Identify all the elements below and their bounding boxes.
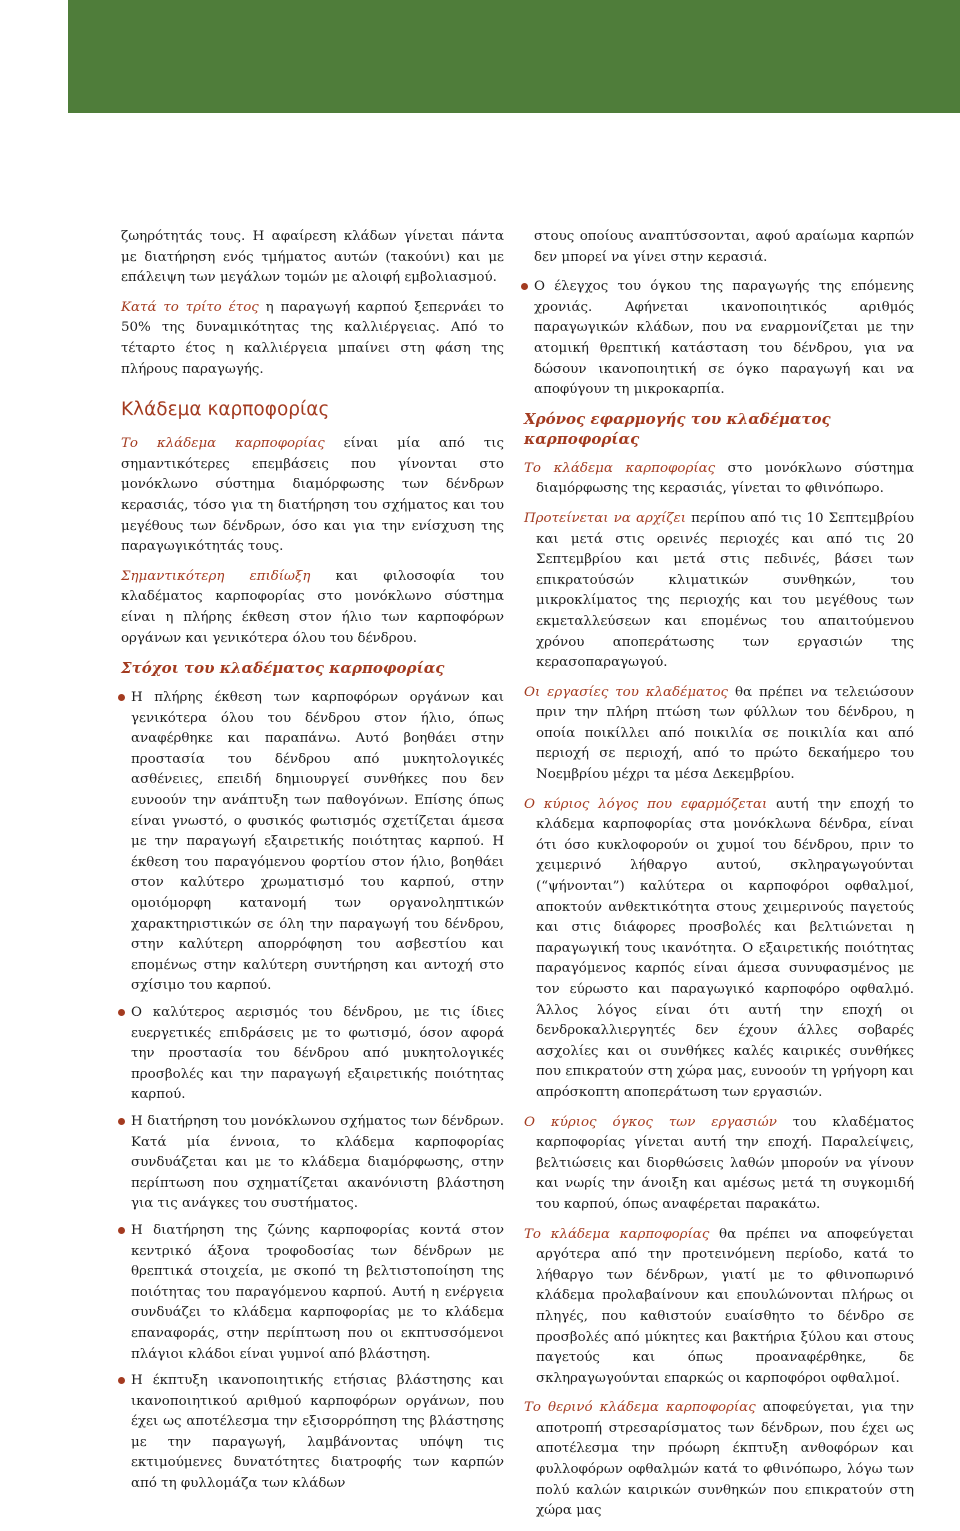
paragraph (524, 1225, 914, 1390)
lead-phrase: Σημαντικότερη επιδίωξη (121, 568, 311, 584)
lead-phrase: Το κλάδεμα καρποφορίας (524, 460, 716, 476)
paragraph: ζωηρότητάς τους. Η αφαίρεση κλάδων γίνεται πάντα με διατήρηση ενός τμήματος αυτών (τακούνι) και με επάλειψη των μεγάλων τομών με αλοιφή εμβολιασμού. (121, 229, 504, 286)
bullet-item: Η πλήρης έκθεση των καρποφόρων οργάνων και γενικότερα όλου του δένδρου στον ήλιο, όπως αναφέρθηκε και παραπάνω. Αυτό βοηθάει στην προστασία του δένδρου από μυκητολογικές ασθένειες, επειδή δημιουργεί συνθήκες που δεν ευνοούν την ανάπτυξη των παθογόνων. Επίσης όπως είναι γνωστό, ο φυσικός φωτισμός σχετίζεται άμεσα με την παραγωγή εξαιρετικής ποιότητας καρπού. Η έκθεση του παραγόμενου φορτίου στον ήλιο, βοηθάει στον καλύτερο χρωματισμό του καρπού, στην ομοιόμορφη κατανομή των οργανοληπτικών χαρακτηριστικών σε όλη την παραγωγή του δένδρου, στην καλύτερη απορρόφηση του ασβεστίου και επομένως στην καλύτερη συντήρηση και αντοχή στο σχίσιμο του καρπού. (121, 688, 504, 997)
bullet-item: Ο καλύτερος αερισμός του δένδρου, με τις ίδιες ευεργετικές επιδράσεις με το φωτισμό, όσον αφορά την προστασία του δένδρου από μυκητολογικές προσβολές και την παραγωγή εξαιρετικής ποιότητας καρπού. (121, 1003, 504, 1106)
left-column (121, 227, 504, 1501)
paragraph (524, 1398, 914, 1522)
paragraph-text: αυτή την εποχή το κλάδεμα καρποφορίας στα μονόκλωνα δένδρα, είναι ότι όσο κυκλοφορούν οι χυμοί του δένδρου, πριν το χειμερινό λήθαργο αυτού, σκληραγωγούνται (“ψήνονται”) καλύτερα οι καρποφόροι οφθαλμοί, αποκτούν ανθεκτικότητα στους χειμερινούς παγετούς και στις διάφορες προσβολές και βελτιώνεται η παραγωγική τους ικανότητα. Ο εξαιρετικής ποιότητας παραγόμενος καρπός είναι άμεσα συνυφασμένος με τον εύρωστο και παραγωγικό καρποφόρο οφθαλμό. Άλλος λόγος είναι ότι αυτή την εποχή οι δενδροκαλλιεργητές δεν έχουν άλλες σοβαρές ασχολίες και οι συνθήκες καλές καιρικές συνθήκες που επικρατούν στη χώρα μας, ευνοούν τη γρήγορη και απρόσκοπτη αποπεράτωση των εργασιών. (536, 796, 914, 1100)
header-green-band (68, 0, 960, 113)
paragraph (524, 509, 914, 674)
lead-phrase: Το κλάδεμα καρποφορίας (524, 1226, 710, 1242)
paragraph (121, 567, 504, 649)
lead-phrase: Ο κύριος λόγος που εφαρμόζεται (524, 796, 768, 812)
section-title: Κλάδεμα καρποφορίας (121, 399, 330, 421)
paragraph-text: αποφεύγεται, για την αποτροπή στρεσαρίσματος των δένδρων, που έχει ως αποτέλεσμα την πρόωρη έκπτυξη ανθοφόρων και φυλλοφόρων οφθαλμών κατά το φθινόπωρο, λόγω των πολύ καλών καιρικών συνθηκών που επικρατούν στη χώρα μας (536, 1400, 914, 1519)
paragraph-text: στο μονόκλωνο σύστημα διαμόρφωσης της κερασιάς, γίνεται το φθινόπωρο. (536, 460, 914, 497)
paragraph (121, 434, 504, 558)
lead-phrase: Το κλάδεμα καρποφορίας (121, 436, 325, 452)
paragraph-text: θα πρέπει να αποφεύγεται αργότερα από την προτεινόμενη περίοδο, κατά το λήθαργο των δένδρων, γιατί με το φθινοπωρινό κλάδεμα προλαβαίνουν και επουλώνονται πλήρως οι πληγές, που καθιστούν ευαίσθητο το δένδρο σε προσβολές από μύκητες και βακτήρια ξύλου και στους παγετούς και όπως προαναφέρθηκε, δε σκληραγωγούνται επαρκώς οι καρποφόροι οφθαλμοί. (536, 1226, 914, 1386)
lead-phrase: Κατά το τρίτο έτος (121, 299, 259, 315)
lead-phrase: Το θερινό κλάδεμα καρποφορίας (524, 1400, 756, 1416)
bullet-continuation: στους οποίους αναπτύσσονται, αφού αραίωμα καρπών δεν μπορεί να γίνει στην κερασιά. (534, 229, 914, 265)
subheading: Χρόνος εφαρμογής του κλαδέματος καρποφορίας (524, 409, 831, 448)
subheading: Στόχοι του κλαδέματος καρποφορίας (121, 659, 445, 678)
right-column (524, 227, 914, 1531)
bullet-item: Η διατήρηση του μονόκλωνου σχήματος των δένδρων. Κατά μία έννοια, το κλάδεμα καρποφορίας συνδυάζεται και με το κλάδεμα διαμόρφωσης, στην περίπτωση που σχηματίζεται ακανόνιστη βλάστηση για τις ανάγκες του συστήματος. (121, 1112, 504, 1215)
lead-phrase: Ο κύριος όγκος των εργασιών (524, 1114, 777, 1130)
paragraph-text: περίπου από τις 10 Σεπτεμβρίου και μετά στις ορεινές περιοχές και από τις 20 Σεπτεμβρίου και μετά στις πεδινές, βάσει των επικρατούσών κλιματικών συνθηκών, του μικροκλίματος της περιοχής και του μεγέθους των εκμεταλλεύσεων και επομένως του απαιτούμενου χρόνου αποπεράτωσης των εργασιών της κερασοπαραγωγού. (536, 510, 914, 671)
paragraph-text: του κλαδέματος καρποφορίας γίνεται αυτή την εποχή. Παραλείψεις, βελτιώσεις και διορθώσεις λαθών μπορούν να γίνουν και νωρίς την άνοιξη και αμέσως μετά τη συγκομιδή του καρπού, όπως αναφέρεται παρακάτω. (536, 1114, 914, 1212)
paragraph (524, 459, 914, 500)
lead-phrase: Οι εργασίες του κλαδέματος (524, 684, 729, 700)
paragraph (121, 298, 504, 380)
paragraph-text: η παραγωγή καρπού ξεπερνάει το 50% της δυναμικότητας της καλλιέργειας. Από το τέταρτο έτος η καλλιέργεια μπαίνει στη φάση της πλήρους παραγωγής. (121, 299, 504, 377)
paragraph-text: και φιλοσοφία του κλαδέματος καρποφορίας στο μονόκλωνο σύστημα είναι η πλήρης έκθεση στον ήλιο των καρποφόρων οργάνων και γενικότερα όλου του δένδρου. (121, 568, 504, 646)
paragraph-text: θα πρέπει να τελειώσουν πριν την πλήρη πτώση των φύλλων του δένδρου, η οποία ποικίλλει από ποικιλία σε ποικιλία και από περιοχή σε περιοχή, από το πρώτο δεκαήμερο του Νοεμβρίου μέχρι τα μέσα Δεκεμβρίου. (536, 684, 914, 783)
paragraph (524, 683, 914, 786)
bullet-item: Ο έλεγχος του όγκου της παραγωγής της επόμενης χρονιάς. Αφήνεται ικανοποιητικός αριθμός παραγωγικών κλάδων, που να εναρμονίζεται με την ατομική θρεπτική κατάσταση του δένδρου, για να δώσουν ικανοποιητική σε όγκο παραγωγή και να αποφύγουν τη μικροκαρπία. (524, 277, 914, 401)
paragraph-text: είναι μία από τις σημαντικότερες επεμβάσεις που γίνονται στο μονόκλωνο σύστημα διαμόρφωσης των δένδρων κερασιάς, τόσο για τη διατήρηση του σχήματος και του μεγέθους των δένδρων, όσο και για την ενίσχυση της παραγωγικότητάς τους. (121, 436, 504, 555)
paragraph (524, 795, 914, 1104)
lead-phrase: Προτείνεται να αρχίζει (524, 510, 686, 526)
paragraph (524, 1113, 914, 1216)
bullet-item: Η έκπτυξη ικανοποιητικής ετήσιας βλάστησης και ικανοποιητικού αριθμού καρποφόρων οργάνων, που έχει ως αποτέλεσμα την εξισορρόπηση της βλάστησης με την παραγωγή, λαμβάνοντας υπόψη τις εκτιμούμενες δυνατότητες διατροφής των καρπών από τη φυλλομάζα των κλάδων (121, 1371, 504, 1495)
bullet-item: Η διατήρηση της ζώνης καρποφορίας κοντά στον κεντρικό άξονα τροφοδοσίας των δένδρων με θρεπτικά στοιχεία, με σκοπό τη βελτιστοποίηση της ποιότητας του παραγόμενου καρπού. Αυτή η ενέργεια συνδυάζει το κλάδεμα καρποφορίας με το κλάδεμα επαναφοράς, στην περίπτωση που οι εκπτυσσόμενοι πλάγιοι κλάδοι είναι γυμνοί από βλάστηση. (121, 1221, 504, 1365)
